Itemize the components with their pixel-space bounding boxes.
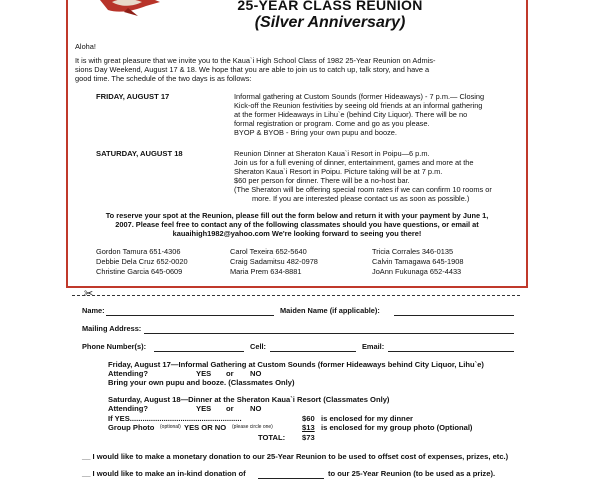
- friday-no-option[interactable]: NO: [250, 369, 262, 378]
- group-photo-choice[interactable]: YES OR NO: [184, 423, 227, 432]
- friday-attending-label: Attending?: [108, 369, 149, 378]
- friday-yes-option[interactable]: YES: [196, 369, 212, 378]
- cut-line: [72, 295, 520, 296]
- saturday-line: Join us for a full evening of dinner, entertainment, games and more at the: [234, 158, 474, 167]
- contact: Christine Garcia 645-0609: [96, 267, 183, 276]
- saturday-event-title: Saturday, August 18—Dinner at the Sheraton Kaua`i Resort (Classmates Only): [108, 395, 390, 404]
- friday-event-title: Friday, August 17—Informal Gathering at Custom Sounds (former Hideaways behind City Liquor, Lihu`e): [108, 360, 484, 369]
- greeting: Aloha!: [75, 42, 96, 51]
- contact: Debbie Dela Cruz 652-0020: [96, 257, 188, 266]
- intro-line: good time. The schedule of the two days is as follows:: [75, 74, 252, 83]
- mailing-address-field[interactable]: [144, 333, 514, 334]
- page-title: 25-YEAR CLASS REUNION: [237, 0, 423, 13]
- saturday-or-text: or: [226, 404, 234, 413]
- intro-line: It is with great pleasure that we invite you to the Kaua`i High School Class of 1982 25-Year Reunion on Admis-: [75, 56, 436, 65]
- email-label: Email:: [362, 342, 385, 351]
- contact: Carol Texeira 652-5640: [230, 247, 307, 256]
- rsvp-line: To reserve your spot at the Reunion, please fill out the form below and return it with your payment by June 1,: [105, 211, 489, 220]
- phone-field[interactable]: [154, 351, 244, 352]
- friday-line: formal registration or program. Come and go as you please.: [234, 119, 430, 128]
- circle-one-note: (please circle one): [232, 424, 273, 430]
- friday-line: at the former Hideaways in Lihu`e (behind City Liquor). There will be no: [234, 110, 468, 119]
- maiden-name-label: Maiden Name (if applicable):: [280, 306, 380, 315]
- name-field[interactable]: [106, 315, 274, 316]
- saturday-line: more. If you are interested please contact us as soon as possible.): [252, 194, 470, 203]
- rsvp-line: 2007. Please feel free to contact any of the following classmates should you have questions, or email at: [115, 220, 479, 229]
- maiden-name-field[interactable]: [394, 315, 514, 316]
- saturday-yes-option[interactable]: YES: [196, 404, 212, 413]
- friday-or-text: or: [226, 369, 234, 378]
- dinner-amount: $60: [302, 414, 315, 423]
- page-subtitle: (Silver Anniversary): [254, 14, 406, 31]
- rsvp-line: kauaihigh1982@yahoo.com We're looking forward to seeing you there!: [172, 229, 422, 238]
- cell-label: Cell:: [250, 342, 267, 351]
- email-field[interactable]: [388, 351, 514, 352]
- contact: Tricia Corrales 346-0135: [372, 247, 454, 256]
- monetary-donation-option[interactable]: __ I would like to make a monetary donation to our 25-Year Reunion to be used to offset cost of expenses, prizes, etc.): [82, 452, 509, 461]
- name-label: Name:: [82, 306, 105, 315]
- friday-line: BYOP & BYOB - Bring your own pupu and booze.: [234, 128, 397, 137]
- if-yes-label: If YES.....................................................: [108, 414, 242, 423]
- friday-heading: FRIDAY, AUGUST 17: [96, 92, 170, 101]
- saturday-no-option[interactable]: NO: [250, 404, 262, 413]
- inkind-donation-option[interactable]: __ I would like to make an in-kind donation of: [82, 469, 246, 478]
- group-photo-optional-note: (optional): [160, 424, 181, 430]
- group-photo-label: Group Photo: [108, 423, 155, 432]
- saturday-line: $60 per person for dinner. There will be a no-host bar.: [234, 176, 410, 185]
- contact: Maria Prem 634-8881: [230, 267, 302, 276]
- cell-field[interactable]: [270, 351, 356, 352]
- invitation-border: [66, 0, 528, 288]
- total-label: TOTAL:: [258, 433, 286, 442]
- contact: Craig Sadamitsu 482-0978: [230, 257, 318, 266]
- friday-line: Informal gathering at Custom Sounds (former Hideaways) - 7 p.m.— Closing: [234, 92, 485, 101]
- school-mascot-logo: [98, 0, 162, 20]
- dinner-text: is enclosed for my dinner: [321, 414, 413, 423]
- saturday-line: Sheraton Kaua`i Resort in Poipu. Picture taking will be at 7 p.m.: [234, 167, 443, 176]
- inkind-donation-text: to our 25-Year Reunion (to be used as a prize).: [328, 469, 496, 478]
- friday-note: Bring your own pupu and booze. (Classmates Only): [108, 378, 295, 387]
- saturday-heading: SATURDAY, AUGUST 18: [96, 149, 183, 158]
- contact: JoAnn Fukunaga 652-4433: [372, 267, 462, 276]
- contact: Calvin Tamagawa 645-1908: [372, 257, 464, 266]
- friday-line: Kick-off the Reunion festivities by seeing old friends at an informal gathering: [234, 101, 483, 110]
- saturday-line: Reunion Dinner at Sheraton Kaua`i Resort in Poipu—6 p.m.: [234, 149, 430, 158]
- intro-line: sions Day Weekend, August 17 & 18. We hope that you are able to join us to catch up, talk story, and have a: [75, 65, 430, 74]
- total-amount: $73: [302, 433, 315, 442]
- phone-label: Phone Number(s):: [82, 342, 147, 351]
- mailing-address-label: Mailing Address:: [82, 324, 142, 333]
- contact: Gordon Tamura 651-4306: [96, 247, 181, 256]
- photo-amount: $13: [302, 423, 315, 432]
- scissors-icon: ✂: [84, 288, 94, 300]
- saturday-attending-label: Attending?: [108, 404, 149, 413]
- photo-text: is enclosed for my group photo (Optional): [321, 423, 473, 432]
- inkind-donation-field[interactable]: [258, 478, 324, 479]
- saturday-line: (The Sheraton will be offering special room rates if we can confirm 10 rooms or: [234, 185, 492, 194]
